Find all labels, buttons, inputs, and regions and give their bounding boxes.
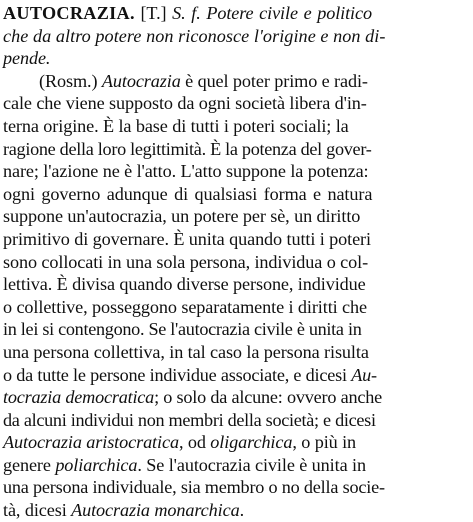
citation-line: suppone un'autocrazia, un potere per sè, un diritto (3, 206, 361, 227)
citation-text: ; o solo da alcune: ovvero anche (154, 387, 383, 408)
citation-line: terna origine. È la base di tutti i poteri sociali; la (3, 115, 349, 136)
citation-text: , od (178, 432, 211, 453)
citation-emphasis: Autocrazia aristocratica (3, 432, 179, 453)
citation-text: tà, dicesi (3, 500, 72, 521)
citation-line (3, 454, 469, 477)
citation-line (3, 364, 469, 387)
citation-line: lettiva. È divisa quando diverse persone, individue (3, 274, 366, 295)
citation-text: , o più in (292, 432, 357, 453)
citation-line: ogni governo adunque di qualsiasi forma e natura (3, 183, 373, 204)
citation-line: o collettive, posseggono separatamente i diritti che (3, 296, 367, 317)
citation-line (3, 499, 469, 522)
citation-first-line (3, 70, 469, 93)
citation-line (3, 431, 469, 454)
citation-line: una persona individuale, sia membro o no della socie- (3, 477, 385, 498)
citation-line: in lei si contengono. Se l'autocrazia civile è unita in (3, 319, 362, 340)
definition-line: che da altro potere non riconosce l'origine e non di- (3, 25, 386, 46)
citation-line: primitivo di governare. È unita quando tutti i poteri (3, 228, 371, 249)
citation-text: è quel poter primo e radi- (180, 70, 368, 91)
citation-author: (Rosm.) (39, 70, 98, 91)
citation-text: . (239, 500, 245, 521)
citation-line: cale che viene supposto da ogni società libera d'in- (3, 93, 367, 114)
citation-emphasis: Autocrazia monarchica (71, 500, 240, 521)
citation-emphasis: Au- (351, 364, 377, 385)
definition-line: pende. (3, 48, 51, 69)
citation-line: ragione della loro legittimità. È la potenza del gover- (3, 138, 372, 159)
citation-line: da alcuni individui non membri della società; e dicesi (3, 409, 376, 430)
citation-text: genere (3, 454, 56, 475)
entry-first-line (3, 2, 469, 25)
citation-line: nare; l'azione ne è l'atto. L'atto suppone la potenza: (3, 161, 369, 182)
grammar-label: S. f. (172, 3, 201, 23)
citation-line: una persona collettiva, in tal caso la persona risulta (3, 341, 369, 362)
definition-text: Potere civile e politico (206, 3, 372, 23)
source-tag: [T.] (140, 3, 167, 23)
citation-emphasis: Autocrazia (101, 70, 181, 91)
citation-emphasis: oligarchica (210, 432, 293, 453)
citation-text: . Se l'autocrazia civile è unita in (137, 454, 366, 475)
dictionary-entry (3, 2, 469, 522)
citation-emphasis: poliarchica (55, 454, 138, 475)
citation-line: sono collocati in una sola persona, individua o col- (3, 251, 369, 272)
citation-line (3, 386, 469, 409)
citation-emphasis: tocrazia democratica (3, 387, 155, 408)
citation-text: o da tutte le persone individue associate, e dicesi (3, 364, 352, 385)
entry-headword: AUTOCRAZIA. (3, 3, 135, 23)
